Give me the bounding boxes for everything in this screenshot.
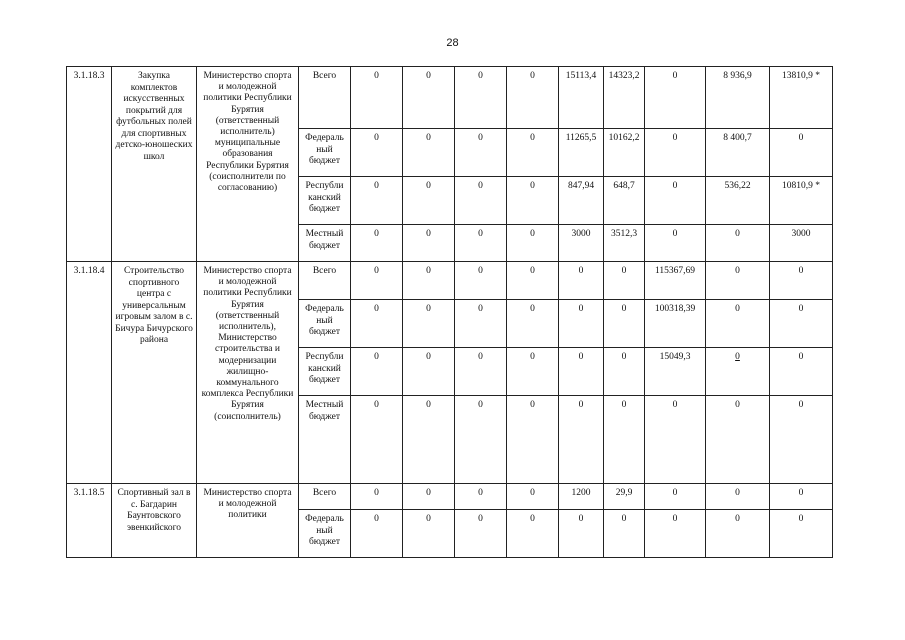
value-cell: 0 bbox=[351, 177, 403, 225]
funding-source: Всего bbox=[299, 67, 351, 129]
value-cell: 0 bbox=[403, 484, 455, 510]
value-cell: 11265,5 bbox=[559, 129, 604, 177]
value-cell: 0 bbox=[351, 225, 403, 262]
value-cell: 0 bbox=[455, 262, 507, 300]
value-cell: 0 bbox=[770, 262, 833, 300]
value-cell: 0 bbox=[507, 225, 559, 262]
value-cell: 0 bbox=[351, 300, 403, 348]
value-cell: 0 bbox=[559, 510, 604, 558]
funding-source: Всего bbox=[299, 262, 351, 300]
value-cell: 8 400,7 bbox=[706, 129, 770, 177]
value-cell: 3512,3 bbox=[604, 225, 645, 262]
value-cell: 0 bbox=[507, 396, 559, 484]
measure-name: Спортивный зал в с. Багдарин Баунтовского эвенкийского bbox=[112, 484, 197, 558]
value-cell: 1200 bbox=[559, 484, 604, 510]
funding-source: Республи канский бюджет bbox=[299, 348, 351, 396]
value-cell: 0 bbox=[706, 484, 770, 510]
program-budget-table bbox=[66, 66, 833, 558]
value-cell: 0 bbox=[706, 510, 770, 558]
measure-code: 3.1.18.3 bbox=[67, 67, 112, 262]
value-cell: 0 bbox=[403, 348, 455, 396]
value-cell: 15049,3 bbox=[645, 348, 706, 396]
value-cell: 0 bbox=[507, 484, 559, 510]
value-cell: 8 936,9 bbox=[706, 67, 770, 129]
value-cell: 0 bbox=[507, 262, 559, 300]
value-cell: 648,7 bbox=[604, 177, 645, 225]
value-cell: 0 bbox=[770, 348, 833, 396]
funding-source: Всего bbox=[299, 484, 351, 510]
value-cell: 0 bbox=[455, 67, 507, 129]
value-cell: 0 bbox=[455, 300, 507, 348]
value-cell: 0 bbox=[351, 67, 403, 129]
value-cell: 0 bbox=[455, 177, 507, 225]
value-cell: 0 bbox=[706, 396, 770, 484]
value-cell: 0 bbox=[455, 396, 507, 484]
measure-code: 3.1.18.4 bbox=[67, 262, 112, 484]
table-row bbox=[67, 262, 833, 300]
value-cell: 0 bbox=[507, 67, 559, 129]
funding-source: Местный бюджет bbox=[299, 396, 351, 484]
value-cell: 0 bbox=[351, 262, 403, 300]
value-cell: 0 bbox=[351, 484, 403, 510]
value-cell: 0 bbox=[403, 177, 455, 225]
value-cell: 10162,2 bbox=[604, 129, 645, 177]
value-cell: 0 bbox=[403, 396, 455, 484]
value-cell: 0 bbox=[455, 510, 507, 558]
value-cell: 0 bbox=[351, 129, 403, 177]
value-cell: 0 bbox=[770, 129, 833, 177]
value-cell: 0 bbox=[351, 510, 403, 558]
value-cell: 0 bbox=[645, 225, 706, 262]
value-cell: 29,9 bbox=[604, 484, 645, 510]
value-cell: 0 bbox=[507, 510, 559, 558]
value-cell: 0 bbox=[403, 225, 455, 262]
value-cell: 0 bbox=[403, 67, 455, 129]
measure-executor: Министерство спорта и молодежной политики Республики Бурятия (ответственный исполнитель), Министерство строительства и модернизации жилищно-коммунального комплекса Республики Бурятия (соисполнитель) bbox=[197, 262, 299, 484]
value-cell: 13810,9 * bbox=[770, 67, 833, 129]
value-cell: 0 bbox=[645, 177, 706, 225]
table-row bbox=[67, 67, 833, 129]
value-cell: 0 bbox=[455, 484, 507, 510]
value-cell: 0 bbox=[559, 262, 604, 300]
value-cell: 0 bbox=[706, 300, 770, 348]
value-cell: 3000 bbox=[559, 225, 604, 262]
value-cell: 0 bbox=[645, 510, 706, 558]
value-cell: 0 bbox=[645, 67, 706, 129]
value-cell: 0 bbox=[604, 510, 645, 558]
value-cell: 0 bbox=[770, 396, 833, 484]
value-cell: 0 bbox=[403, 262, 455, 300]
value-cell: 0 bbox=[706, 348, 770, 396]
value-cell: 0 bbox=[604, 348, 645, 396]
value-cell: 0 bbox=[507, 348, 559, 396]
value-cell: 0 bbox=[351, 396, 403, 484]
table-row bbox=[67, 484, 833, 510]
value-cell: 0 bbox=[507, 300, 559, 348]
value-cell: 0 bbox=[403, 129, 455, 177]
funding-source: Федераль ный бюджет bbox=[299, 129, 351, 177]
funding-source: Федераль ный бюджет bbox=[299, 300, 351, 348]
measure-name: Строительство спортивного центра с универсальным игровым залом в с. Бичура Бичурского района bbox=[112, 262, 197, 484]
value-cell: 14323,2 bbox=[604, 67, 645, 129]
value-cell: 0 bbox=[455, 225, 507, 262]
measure-name: Закупка комплектов искусственных покрытий для футбольных полей для спортивных детско-юношеских школ bbox=[112, 67, 197, 262]
measure-code: 3.1.18.5 bbox=[67, 484, 112, 558]
value-cell: 0 bbox=[706, 262, 770, 300]
value-cell: 15113,4 bbox=[559, 67, 604, 129]
value-cell: 3000 bbox=[770, 225, 833, 262]
funding-source: Местный бюджет bbox=[299, 225, 351, 262]
value-cell: 100318,39 bbox=[645, 300, 706, 348]
value-cell: 10810,9 * bbox=[770, 177, 833, 225]
value-cell: 0 bbox=[604, 300, 645, 348]
value-cell: 536,22 bbox=[706, 177, 770, 225]
value-cell: 0 bbox=[455, 348, 507, 396]
value-cell: 0 bbox=[507, 177, 559, 225]
value-cell: 115367,69 bbox=[645, 262, 706, 300]
value-cell: 0 bbox=[645, 129, 706, 177]
value-cell: 0 bbox=[351, 348, 403, 396]
value-cell: 0 bbox=[645, 484, 706, 510]
value-cell: 0 bbox=[770, 510, 833, 558]
value-cell: 0 bbox=[455, 129, 507, 177]
value-cell: 0 bbox=[645, 396, 706, 484]
value-cell: 0 bbox=[604, 262, 645, 300]
value-cell: 0 bbox=[507, 129, 559, 177]
value-cell: 0 bbox=[706, 225, 770, 262]
value-cell: 0 bbox=[770, 484, 833, 510]
funding-source: Федераль ный бюджет bbox=[299, 510, 351, 558]
value-cell: 0 bbox=[403, 510, 455, 558]
value-cell: 0 bbox=[559, 348, 604, 396]
funding-source: Республи канский бюджет bbox=[299, 177, 351, 225]
measure-executor: Министерство спорта и молодежной политики Республики Бурятия (ответственный исполнитель) муниципальные образования Республики Бурятия (соисполнители по согласованию) bbox=[197, 67, 299, 262]
value-cell: 0 bbox=[604, 396, 645, 484]
measure-executor: Министерство спорта и молодежной политики bbox=[197, 484, 299, 558]
value-cell: 0 bbox=[770, 300, 833, 348]
page-number: 28 bbox=[446, 37, 459, 49]
value-cell: 0 bbox=[403, 300, 455, 348]
value-cell: 847,94 bbox=[559, 177, 604, 225]
value-cell: 0 bbox=[559, 396, 604, 484]
value-cell: 0 bbox=[559, 300, 604, 348]
